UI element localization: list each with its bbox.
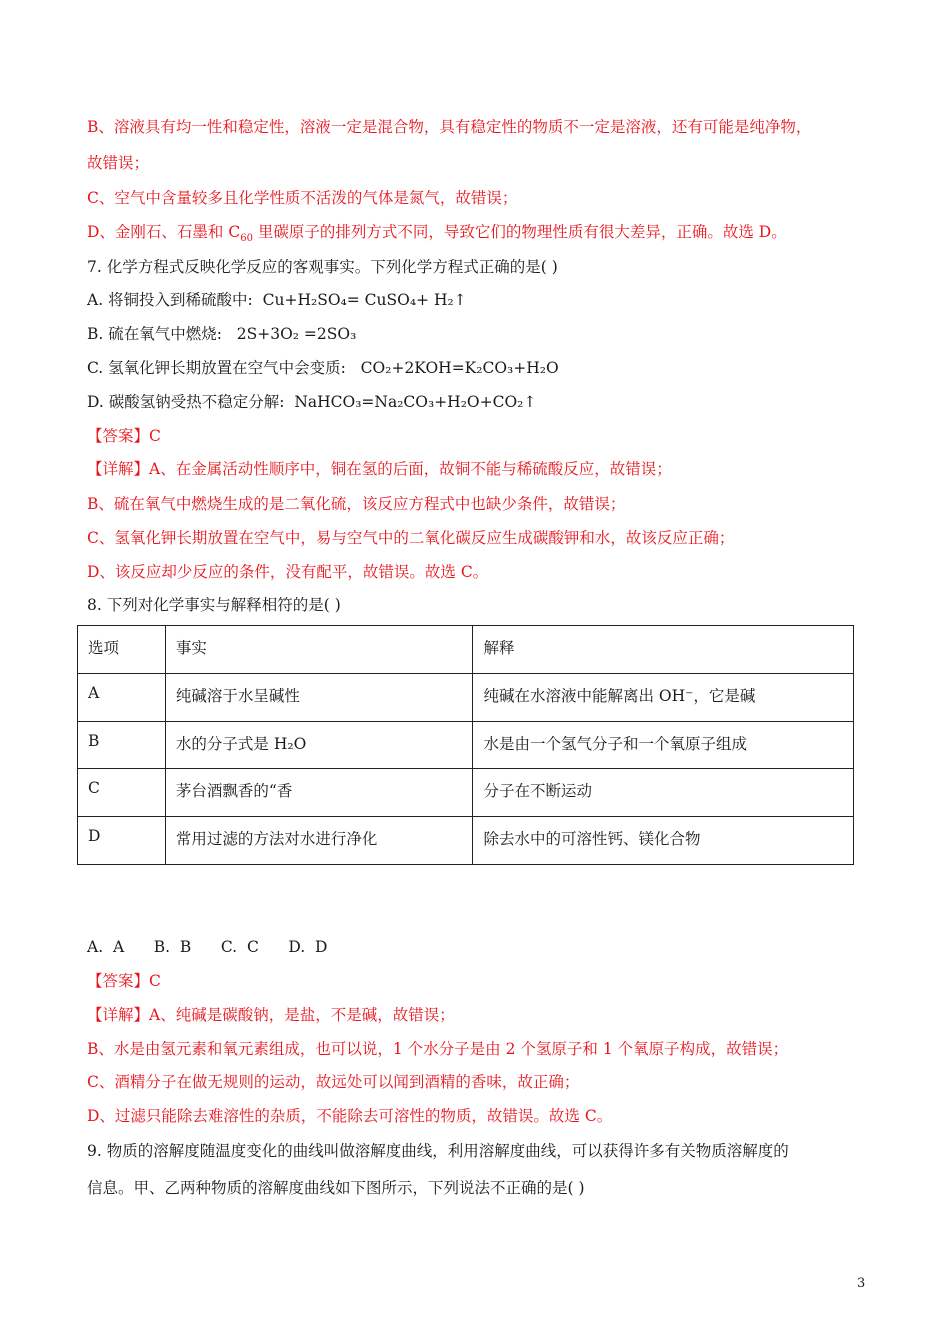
q8-detail-b: B、水是由氢元素和氧元素组成，也可以说，1 个水分子是由 2 个氢原子和 1 个氧原子构成，故错误； <box>87 1040 789 1058</box>
table-row <box>78 673 854 721</box>
row-d-explanation: 除去水中的可溶性钙、镁化合物 <box>473 817 854 865</box>
table-row <box>78 817 854 865</box>
header-option: 选项 <box>78 626 166 674</box>
q6-d-sub: 60 <box>240 233 253 245</box>
row-c-option: C <box>78 769 166 817</box>
row-c-fact: 茅台酒飘香的“香 <box>165 769 473 817</box>
row-a-option: A <box>78 673 166 721</box>
q7-d-label: D. 碳酸氢钠受热不稳定分解: <box>87 393 285 411</box>
q6-option-b-line1: B、溶液具有均一性和稳定性，溶液一定是混合物，具有稳定性的物质不一定是溶液，还有可能是纯净物， <box>87 118 812 136</box>
row-b-fact: 水的分子式是 H₂O <box>165 721 473 769</box>
q7-option-d <box>87 391 536 413</box>
q8-stem: 8. 下列对化学事实与解释相符的是( ) <box>87 596 341 614</box>
q7-d-equation: NaHCO₃=Na₂CO₃+H₂O+CO₂↑ <box>294 393 537 411</box>
page-number: 3 <box>857 1276 866 1291</box>
row-d-option: D <box>78 817 166 865</box>
q7-option-c <box>87 357 559 379</box>
q7-b-label: B. 硫在氧气中燃烧: <box>87 325 222 343</box>
q8-detail-a: 【详解】A、纯碱是碳酸钠，是盐，不是碱，故错误； <box>87 1006 455 1024</box>
q8-answer: 【答案】C <box>87 972 161 990</box>
row-b-explanation: 水是由一个氢气分子和一个氧原子组成 <box>473 721 854 769</box>
q6-d-pre: D、金刚石、石墨和 C <box>87 223 241 241</box>
q6-option-b-line2: 故错误； <box>87 154 150 172</box>
row-a-fact: 纯碱溶于水呈碱性 <box>165 673 473 721</box>
q6-option-d <box>87 221 787 243</box>
row-a-explanation: 纯碱在水溶液中能解离出 OH⁻，它是碱 <box>473 673 854 721</box>
q8-detail-c: C、酒精分子在做无规则的运动，故远处可以闻到酒精的香味，故正确； <box>87 1073 580 1091</box>
q8-detail-d: D、过滤只能除去难溶性的杂质，不能除去可溶性的物质，故错误。故选 C。 <box>87 1107 613 1125</box>
q7-detail-c: C、氢氧化钾长期放置在空气中，易与空气中的二氧化碳反应生成碳酸钾和水，故该反应正确； <box>87 529 735 547</box>
row-d-fact: 常用过滤的方法对水进行净化 <box>165 817 473 865</box>
q8-options: A. A B. B C. C D. D <box>87 938 328 956</box>
q7-answer: 【答案】C <box>87 427 161 445</box>
q7-option-a <box>87 289 467 311</box>
row-c-explanation: 分子在不断运动 <box>473 769 854 817</box>
q8-table <box>77 625 854 865</box>
q7-b-equation: 2S+3O₂ =2SO₃ <box>236 325 357 343</box>
header-explanation: 解释 <box>473 626 854 674</box>
q9-stem-line2: 信息。甲、乙两种物质的溶解度曲线如下图所示，下列说法不正确的是( ) <box>87 1179 585 1197</box>
q7-a-equation: Cu+H₂SO₄= CuSO₄+ H₂↑ <box>262 291 467 309</box>
q6-option-c: C、空气中含量较多且化学性质不活泼的气体是氮气，故错误； <box>87 189 518 207</box>
q9-stem-line1: 9. 物质的溶解度随温度变化的曲线叫做溶解度曲线，利用溶解度曲线，可以获得许多有关物质溶解度的 <box>87 1142 789 1160</box>
q6-d-post: 里碳原子的排列方式不同，导致它们的物理性质有很大差异，正确。故选 D。 <box>252 223 787 241</box>
q7-option-b <box>87 323 356 345</box>
row-b-option: B <box>78 721 166 769</box>
q7-detail-d: D、该反应却少反应的条件，没有配平，故错误。故选 C。 <box>87 563 489 581</box>
q7-detail-b: B、硫在氧气中燃烧生成的是二氧化硫，该反应方程式中也缺少条件，故错误； <box>87 495 626 513</box>
header-fact: 事实 <box>165 626 473 674</box>
table-row <box>78 769 854 817</box>
q7-stem: 7. 化学方程式反映化学反应的客观事实。下列化学方程式正确的是( ) <box>87 258 558 276</box>
q7-c-label: C. 氢氧化钾长期放置在空气中会变质: <box>87 359 346 377</box>
q7-a-label: A. 将铜投入到稀硫酸中: <box>87 291 253 309</box>
q7-c-equation: CO₂+2KOH=K₂CO₃+H₂O <box>360 359 559 377</box>
table-header-row <box>78 626 854 674</box>
table-row <box>78 721 854 769</box>
q7-detail-a: 【详解】A、在金属活动性顺序中，铜在氢的后面，故铜不能与稀硫酸反应，故错误； <box>87 460 672 478</box>
